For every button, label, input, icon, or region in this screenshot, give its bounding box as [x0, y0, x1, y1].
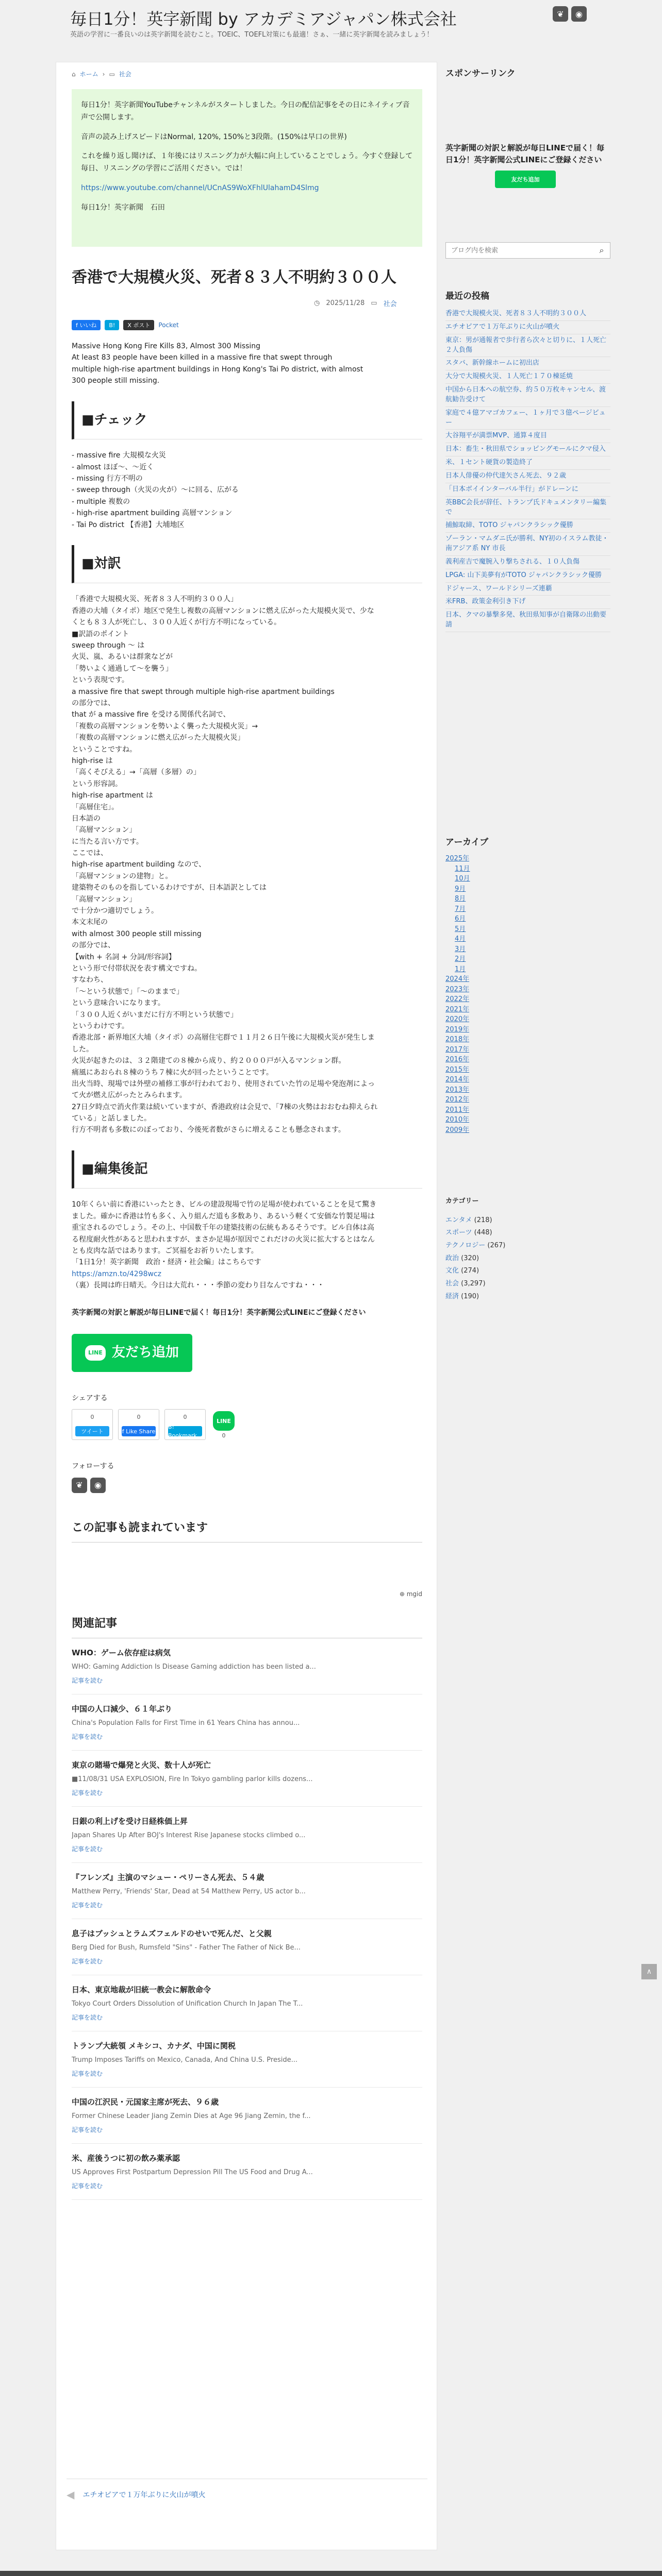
recent-posts — [445, 289, 610, 632]
site-description: 英語の学習に一番良いのは英字新聞を読むこと。TOEIC、TOEFL対策にも最適！さぁ、一緒に英字新聞を読みましょう！ — [70, 31, 434, 39]
line-friend-add-button[interactable] — [72, 1334, 192, 1372]
related-title[interactable]: WHO：ゲーム依存症は病気 — [72, 1648, 171, 1658]
taiyaku-line: 「高層マンション」 — [72, 826, 137, 835]
prev-post-link[interactable]: エチオピアで１万年ぶりに火山が噴火 — [82, 2490, 206, 2499]
search-section — [445, 242, 610, 259]
post-meta — [314, 298, 397, 308]
breadcrumb — [72, 70, 131, 78]
category-count: (190) — [461, 1292, 479, 1300]
intro-line: At least 83 people have been killed in a massive fire that swept through — [72, 353, 333, 362]
archive-link[interactable]: 1月 — [455, 965, 466, 973]
back-to-top-button[interactable]: ∧ — [641, 1964, 657, 1979]
archive-link[interactable]: 2014年 — [445, 1076, 470, 1083]
taiyaku-line: 日本語の — [72, 814, 101, 823]
taiyaku-line: の部分では、 — [72, 699, 115, 707]
recent-post-link[interactable]: 家庭で４億アマゴカフェー、１ヶ月で３億ページビュー — [445, 407, 610, 430]
taiyaku-line: て火が燃え広がったとみられます。 — [72, 1091, 187, 1100]
archive-link[interactable]: 10月 — [455, 875, 470, 883]
search-icon[interactable]: ⌕ — [599, 245, 604, 255]
koki-line: 「1日1分！英字新聞 政治・経済・社会編」はこちらです — [72, 1258, 261, 1267]
recent-post-link[interactable]: スタバ、新幹線ホームに初出店 — [445, 357, 610, 370]
archive-heading: アーカイブ — [445, 837, 489, 848]
taiyaku-line: 「３００人近くがいまだに行方不明という状態で」 — [72, 1010, 238, 1019]
recent-post-link[interactable]: エチオピアで１万年ぶりに火山が噴火 — [445, 321, 610, 334]
archive-link[interactable]: 2022年 — [445, 995, 470, 1003]
category-list — [445, 1214, 610, 1303]
taiyaku-line: ■訳語のポイント — [72, 630, 129, 638]
facebook-like-button[interactable]: f いいね — [72, 320, 101, 330]
archive-link[interactable]: 2月 — [455, 955, 466, 963]
taiyaku-line: 「〜という状態で」「〜のままで」 — [72, 987, 184, 996]
related-more-link[interactable]: 記事を読む — [72, 1901, 103, 1909]
related-list — [72, 1638, 422, 2200]
notice-text-1: 毎日1分！英字新聞YouTubeチャンネルがスタートしました。今日の配信記事をその日にネイティブ音声で公開します。 — [81, 101, 410, 122]
home-icon: ⌂ — [72, 70, 76, 78]
archive-link[interactable]: 7月 — [455, 905, 466, 913]
section-heading-check: ■チェック — [72, 401, 422, 440]
post-title: 香港で大規模火災、死者８３人不明約３００人 — [72, 268, 396, 286]
check-item: - sweep through（火災の火が）〜に回る、広がる — [72, 486, 239, 495]
recent-post-link[interactable]: ゾーラン・マムダニ氏が勝利、NY初のイスラム教徒・南アジア系 NY 市長 — [445, 533, 610, 556]
hatena-share-button[interactable]: 0 B! Bookmark — [164, 1409, 206, 1440]
recent-post-link[interactable]: 東京：男が通報者で歩行者ら次々と切りに、１人死亡２人負傷 — [445, 334, 610, 358]
recent-heading: 最近の投稿 — [445, 291, 489, 301]
category-item — [445, 1291, 610, 1303]
category-link[interactable]: エンタメ — [445, 1216, 472, 1224]
sponsor-heading: スポンサーリンク — [445, 69, 516, 79]
mgid-ad-block — [72, 1543, 422, 1599]
archive-link[interactable]: 5月 — [455, 925, 466, 933]
header-social — [553, 6, 587, 22]
search-box — [445, 242, 610, 259]
check-item: - almost ほぼ〜、〜近く — [72, 463, 154, 471]
archive-link[interactable]: 8月 — [455, 895, 466, 903]
prev-post-nav[interactable] — [67, 2479, 427, 2510]
category-count: (267) — [487, 1242, 506, 1250]
taiyaku-line: 「高層住宅」。 — [72, 803, 119, 811]
category-count: (274) — [461, 1267, 479, 1275]
related-more-link[interactable]: 記事を読む — [72, 1957, 103, 1965]
archive-link[interactable]: 2009年 — [445, 1126, 470, 1134]
hatena-bookmark-button[interactable]: B! — [105, 320, 119, 330]
intro-line: Massive Hong Kong Fire Kills 83, Almost 300 Missing — [72, 342, 261, 350]
category-link[interactable]: テクノロジー — [445, 1242, 486, 1250]
recent-post-link[interactable]: 大分で大規模火災、１人死亡１７０棟延焼 — [445, 370, 610, 384]
related-item[interactable] — [72, 1919, 422, 1975]
taiyaku-line: した。 — [72, 1045, 93, 1054]
archive-link[interactable]: 2013年 — [445, 1086, 470, 1094]
related-title[interactable]: 日本、東京地裁が旧統一教会に解散命令 — [72, 1985, 211, 1995]
notice-text-3: これを繰り返し聞けば、１年後にはリスニング力が大幅に向上していることでしょう。今すぐ登録して毎日、リスニングの学習にご活用ください。では！ — [81, 152, 413, 173]
check-item: - massive fire 大規模な火災 — [72, 451, 166, 460]
related-item[interactable] — [72, 1863, 422, 1919]
related-item[interactable] — [72, 1638, 422, 1694]
category-count: (320) — [461, 1254, 479, 1262]
taiyaku-line: with almost 300 people still missing — [72, 929, 202, 938]
section-heading-taiyaku: ■対訳 — [72, 545, 422, 584]
category-link[interactable]: 社会 — [445, 1280, 459, 1288]
related-item[interactable] — [72, 1694, 422, 1751]
taiyaku-line: a massive fire that swept through multiple high-rise apartment buildings — [72, 687, 335, 696]
koki-end: （裏）長岡は昨日晴天。今日は大荒れ・・・季節の変わり目なんですね・・・ — [72, 1281, 324, 1290]
taiyaku-line: 「勢いよく通過して〜を襲う」 — [72, 664, 173, 673]
archive-link[interactable]: 2020年 — [445, 1015, 470, 1023]
taiyaku-line: の部分では、 — [72, 941, 115, 950]
category-item — [445, 1227, 610, 1240]
taiyaku-line: 火災、嵐、あるいは群衆などが — [72, 653, 173, 662]
category-item — [445, 1214, 610, 1227]
site-title[interactable]: 毎日1分！英字新聞 by アカデミアジャパン株式会社 — [70, 9, 457, 29]
archive-link[interactable]: 11月 — [455, 865, 470, 873]
taiyaku-line: 「複数の高層マンションを勢いよく襲った大規模火災」→ — [72, 722, 258, 731]
taiyaku-line: に当たる言い方です。 — [72, 837, 143, 846]
related-more-link[interactable]: 記事を読む — [72, 2126, 103, 2133]
sidebar-line-intro: 英字新聞の対訳と解説が毎日LINEで届く！毎日1分！英字新聞公式LINEにご登録ください — [445, 143, 604, 164]
folder-icon: ▭ — [371, 299, 377, 307]
related-excerpt: China's Population Falls for First Time in 61 Years China has annou... — [72, 1719, 300, 1727]
recent-post-link[interactable]: ドジャース、ワールドシリーズ連覇 — [445, 583, 610, 596]
rss-icon[interactable]: ◉ — [90, 1478, 106, 1493]
related-title[interactable]: トランプ大統領 メキシコ、カナダ、中国に関税 — [72, 2041, 236, 2050]
amazon-link[interactable]: https://amzn.to/4298wcz — [72, 1269, 161, 1278]
koki-block — [72, 1199, 422, 1268]
recent-post-link[interactable]: 「日本ボイインターバル半行」がドレーンに — [445, 483, 610, 497]
recent-post-link[interactable]: 米、１セント硬貨の製造終了 — [445, 456, 610, 470]
related-item[interactable] — [72, 2031, 422, 2088]
intro-line: 300 people still missing. — [72, 377, 160, 385]
main-content — [56, 62, 437, 2550]
taiyaku-line: 本文末尾の — [72, 918, 108, 927]
line-icon: LINE — [85, 1345, 106, 1361]
intro-block — [72, 341, 422, 387]
taiyaku-line: ここでは、 — [72, 849, 108, 858]
check-item: - Tai Po district 【香港】大埔地区 — [72, 520, 185, 529]
related-more-link[interactable]: 記事を読む — [72, 1733, 103, 1740]
intro-line: multiple high-rise apartment buildings in Hong Kong's Tai Po district, with almost — [72, 365, 363, 374]
recent-post-link[interactable]: 大谷翔平が満票MVP、通算４度目 — [445, 430, 610, 443]
archive-link[interactable]: 2024年 — [445, 975, 470, 983]
taiyaku-line: という意味合いになります。 — [72, 999, 165, 1008]
related-item[interactable] — [72, 1751, 422, 1807]
taiyaku-line: という形で付帯状況を表す構文ですね。 — [72, 964, 202, 973]
recent-list — [445, 308, 610, 632]
line-share-button[interactable]: LINE 0 — [211, 1409, 237, 1440]
related-title[interactable]: 日銀の利上げを受け日経株価上昇 — [72, 1817, 188, 1826]
archive-section — [445, 835, 610, 1135]
koki-line: る程度耐火性があると思われますが、まさか足場が原因でこれだけの火災に拡大するとはなん — [72, 1235, 375, 1244]
koki-line: とも皮肉な話ではあります。ご冥福をお祈りいたします。 — [72, 1247, 258, 1255]
taiyaku-line: 「複数の高層マンションに燃え広がった大規模火災」 — [72, 734, 245, 742]
related-excerpt: WHO: Gaming Addiction Is Disease Gaming addiction has been listed a... — [72, 1663, 316, 1671]
category-link[interactable]: スポーツ — [445, 1229, 472, 1237]
related-more-link[interactable]: 記事を読む — [72, 2013, 103, 2021]
category-count: (448) — [474, 1229, 492, 1237]
taiyaku-line: 「高くそびえる」→「高層（多層）の」 — [72, 768, 201, 777]
related-excerpt: Japan Shares Up After BOJ's Interest Rise Japanese stocks climbed o... — [72, 1832, 306, 1840]
taiyaku-line: 「高層マンション」 — [72, 895, 137, 904]
facebook-share-button[interactable]: 0 f Like Share — [118, 1409, 159, 1440]
archive-link[interactable]: 3月 — [455, 945, 466, 953]
section-heading-koki: ■編集後記 — [72, 1150, 422, 1189]
category-count: (3,297) — [461, 1280, 486, 1288]
archive-list — [445, 854, 610, 1135]
recent-post-link[interactable]: 英BBC会長が辞任、トランプ氏ドキュメンタリー編集で — [445, 497, 610, 520]
related-excerpt: Trump Imposes Tariffs on Mexico, Canada, And China U.S. Preside... — [72, 2056, 297, 2064]
check-item: - multiple 複数の — [72, 497, 130, 506]
related-excerpt: ■11/08/31 USA EXPLOSION, Fire In Tokyo gambling parlor kills dozens... — [72, 1775, 313, 1784]
related-title[interactable]: 『フレンズ』主演のマシュー・ペリーさん死去、５４歳 — [72, 1873, 264, 1883]
recent-post-link[interactable]: 米FRB、政策金利引き下げ — [445, 596, 610, 609]
taiyaku-line: 【with + 名詞 + 分詞/形容詞】 — [72, 953, 176, 961]
taiyaku-line: という表現です。 — [72, 676, 129, 685]
category-count: (218) — [474, 1216, 492, 1224]
post-body — [72, 341, 422, 2200]
koki-line: ました。確かに香港は竹も多く、入り組んだ道も多数あり、あるいう軽くて安価な竹製足場は — [72, 1212, 375, 1221]
category-heading: カテゴリー — [445, 1197, 479, 1205]
recent-post-link[interactable]: 義利産吉で魔腕入り撃ちされる、１０人負傷 — [445, 556, 610, 569]
recent-post-link[interactable]: 日本人俳優の仲代達矢さん死去、９２歳 — [445, 470, 610, 483]
related-title[interactable]: 中国の人口減少、６１年ぶり — [72, 1704, 173, 1714]
clock-icon: ◷ — [314, 299, 320, 307]
line-button-label: 友だち追加 — [111, 1345, 179, 1361]
arrow-left-icon: ◀ — [67, 2488, 75, 2501]
archive-link[interactable]: 4月 — [455, 935, 466, 943]
related-item[interactable] — [72, 1975, 422, 2031]
related-title[interactable]: 中国の江沢民・元国家主席が死去、９６歳 — [72, 2097, 219, 2107]
folder-icon: ▭ — [109, 70, 115, 78]
recent-post-link[interactable]: 中国から日本への航空券、約５０万枚キャンセル、渡航勧告受けて — [445, 384, 610, 407]
related-excerpt: Former Chinese Leader Jiang Zemin Dies at Age 96 Jiang Zemin, the f... — [72, 2112, 311, 2120]
taiyaku-line: high-rise apartment は — [72, 791, 153, 800]
recent-post-link[interactable]: 日本、クマの暴撃多発、秋田県知事が自衛隊の出動要請 — [445, 609, 610, 632]
related-more-link[interactable]: 記事を読む — [72, 1845, 103, 1853]
category-item — [445, 1265, 610, 1278]
related-item[interactable] — [72, 2088, 422, 2144]
archive-link[interactable]: 2016年 — [445, 1056, 470, 1063]
tweet-button[interactable]: 0 ツイート — [72, 1409, 113, 1440]
taiyaku-line: で十分かつ適切でしょう。 — [72, 907, 158, 916]
archive-link[interactable]: 9月 — [455, 885, 466, 893]
taiyaku-line: 行方不明者も多数にのぼっており、今後死者数がさらに増えることも懸念されます。 — [72, 1126, 345, 1134]
recent-post-link[interactable]: 日本：畜生・秋田県でショッピングモールにクマ侵入 — [445, 443, 610, 456]
post-category[interactable]: 社会 — [383, 300, 397, 308]
site-footer — [0, 2571, 662, 2576]
taiyaku-line: sweep through 〜 は — [72, 641, 145, 650]
share-buttons — [72, 1409, 422, 1440]
taiyaku-line: 27日夕時点で消火作業は続いていますが、香港政府は会見で、「7棟の火勢はおおむね抑えられ — [72, 1103, 378, 1111]
related-excerpt: Matthew Perry, 'Friends' Star, Dead at 54 Matthew Perry, US actor b... — [72, 1888, 306, 1896]
archive-link[interactable]: 2015年 — [445, 1065, 470, 1074]
taiyaku-line: 「香港で大規模火災、死者８３人不明約３００人」 — [72, 595, 238, 604]
check-list — [72, 450, 422, 531]
check-item: - missing 行方不明の — [72, 474, 143, 483]
category-item — [445, 1278, 610, 1291]
related-heading: 関連記事 — [72, 1615, 422, 1638]
taiyaku-line: 出火当時、現場では外壁の補修工事が行われており、使用されていた竹の足場や発泡剤によっ — [72, 1079, 375, 1088]
archive-link[interactable]: 2011年 — [445, 1106, 470, 1114]
follow-buttons — [72, 1478, 422, 1493]
taiyaku-line: というわけです。 — [72, 1022, 129, 1030]
youtube-notice — [72, 89, 422, 247]
category-link[interactable]: 経済 — [445, 1292, 459, 1300]
recent-post-link[interactable]: 香港で大規模火災、死者８３人不明約３００人 — [445, 308, 610, 321]
archive-link[interactable]: 2012年 — [445, 1096, 470, 1104]
category-link[interactable]: 文化 — [445, 1267, 459, 1275]
koki-line: 10年くらい前に香港にいったとき、ビルの建設現場で竹の足場が使われていることを見て驚き — [72, 1200, 377, 1209]
taiyaku-line: 火災が起きたのは、３２階建ての８棟から成り、約２０００戸が入るマンション群。 — [72, 1057, 346, 1065]
related-more-link[interactable]: 記事を読む — [72, 1789, 103, 1797]
line-cta-text: 英字新聞の対訳と解説が毎日LINEで届く！毎日1分！英字新聞公式LINEにご登録ください — [72, 1308, 366, 1317]
archive-link[interactable]: 2017年 — [445, 1045, 470, 1054]
feedly-icon[interactable]: ❦ — [72, 1478, 87, 1493]
taiyaku-line: ということですね。 — [72, 745, 137, 754]
mgid-source-link[interactable]: ⊕ mgid — [399, 1590, 422, 1598]
taiyaku-line: という形容詞。 — [72, 779, 122, 788]
post-date: 2025/11/28 — [326, 299, 365, 307]
taiyaku-line: high-rise は — [72, 756, 113, 765]
breadcrumb-category[interactable]: 社会 — [119, 71, 131, 78]
archive-link[interactable]: 6月 — [455, 915, 466, 923]
notice-sign: 毎日1分！英字新聞 石田 — [81, 203, 165, 212]
category-link[interactable]: 政治 — [445, 1254, 459, 1262]
related-item[interactable] — [72, 2144, 422, 2200]
archive-link[interactable]: 2023年 — [445, 985, 470, 993]
sponsor-section — [445, 66, 610, 85]
feedly-icon[interactable]: ❦ — [553, 6, 568, 22]
category-item — [445, 1252, 610, 1265]
taiyaku-line: high-rise apartment building なので、 — [72, 860, 206, 869]
notice-text-2: 音声の読み上げスピードはNormal, 120%, 150%と3段階。(150%は早口の世界) — [81, 132, 347, 141]
related-more-link[interactable]: 記事を読む — [72, 1676, 103, 1684]
archive-link[interactable]: 2010年 — [445, 1116, 470, 1124]
line-section — [445, 142, 610, 188]
taiyaku-line: くとも８３人が死亡し、３００人近くが行方不明になっている。 — [72, 618, 281, 627]
taiyaku-line: that が a massive fire を受ける関係代名詞で、 — [72, 710, 230, 719]
archive-link[interactable]: 2021年 — [445, 1005, 470, 1013]
related-excerpt: Tokyo Court Orders Dissolution of Unification Church In Japan The T... — [72, 2000, 303, 2008]
search-input[interactable] — [446, 243, 593, 258]
related-title[interactable]: 東京の賭場で爆発と火災、数十人が死亡 — [72, 1760, 211, 1770]
category-section — [445, 1195, 610, 1303]
taiyaku-line: 香港北部・新界地区大埔（タイポ）の高層住宅群で１１月２６日午後に大規模火災が発生しま — [72, 1033, 375, 1042]
taiyaku-block — [72, 594, 422, 1136]
x-post-button[interactable]: X ポスト — [123, 320, 154, 330]
sidebar-friend-add-button[interactable]: 友だち追加 — [495, 171, 556, 188]
youtube-link[interactable]: https://www.youtube.com/channel/UCnAS9WoXFhlUlahamD4Slmg — [81, 183, 319, 192]
top-share-bar — [72, 320, 179, 330]
archive-link[interactable]: 2025年 — [445, 855, 470, 862]
taiyaku-line: すなわち、 — [72, 976, 108, 985]
category-item — [445, 1240, 610, 1252]
check-item: - high-rise apartment building 高層マンション — [72, 509, 233, 518]
must-read-heading: この記事も読まれています — [72, 1519, 422, 1543]
related-more-link[interactable]: 記事を読む — [72, 2070, 103, 2077]
follow-heading: フォローする — [72, 1462, 114, 1471]
share-heading: シェアする — [72, 1394, 108, 1402]
related-excerpt: US Approves First Postpartum Depression Pill The US Food and Drug A... — [72, 2168, 313, 2176]
taiyaku-line: 建築物そのものを指しているわけですが、日本語訳としては — [72, 884, 267, 892]
related-title[interactable]: 息子はブッシュとラムズフェルドのせいで死んだ、と父親 — [72, 1929, 272, 1939]
related-excerpt: Berg Died for Bush, Rumsfeld "Sins" - Father The Father of Nick Be... — [72, 1944, 301, 1952]
related-more-link[interactable]: 記事を読む — [72, 2182, 103, 2190]
recent-post-link[interactable]: 捕鯨取締、TOTO ジャパンクラシック優勝 — [445, 519, 610, 533]
taiyaku-line: 痛風にあおられ８棟のうち７棟に火が回ったということです。 — [72, 1068, 273, 1077]
separator-icon: › — [102, 70, 105, 78]
taiyaku-line: 香港の大埔（タイポ）地区で発生し複数の高層マンションに燃え広がった大規模火災で、少な — [72, 606, 374, 615]
taiyaku-line: 「高層マンションの建物」と。 — [72, 872, 173, 880]
taiyaku-line: ている」と話しました。 — [72, 1114, 151, 1123]
related-item[interactable] — [72, 1807, 422, 1863]
archive-link[interactable]: 2019年 — [445, 1025, 470, 1033]
archive-link[interactable]: 2018年 — [445, 1036, 470, 1043]
rss-icon[interactable]: ◉ — [571, 6, 587, 22]
koki-line: 重宝されるのでしょう。その上、中国数千年の建築技術の伝統もあるそうです。ビル自体は高 — [72, 1224, 374, 1232]
breadcrumb-home[interactable]: ホーム — [79, 71, 98, 78]
site-header — [0, 0, 662, 53]
pocket-button[interactable]: Pocket — [158, 321, 179, 329]
recent-post-link[interactable]: LPGA: 山下美夢有がTOTO ジャパンクラシック優勝 — [445, 569, 610, 583]
related-title[interactable]: 米、産後うつに初の飲み薬承認 — [72, 2153, 180, 2163]
